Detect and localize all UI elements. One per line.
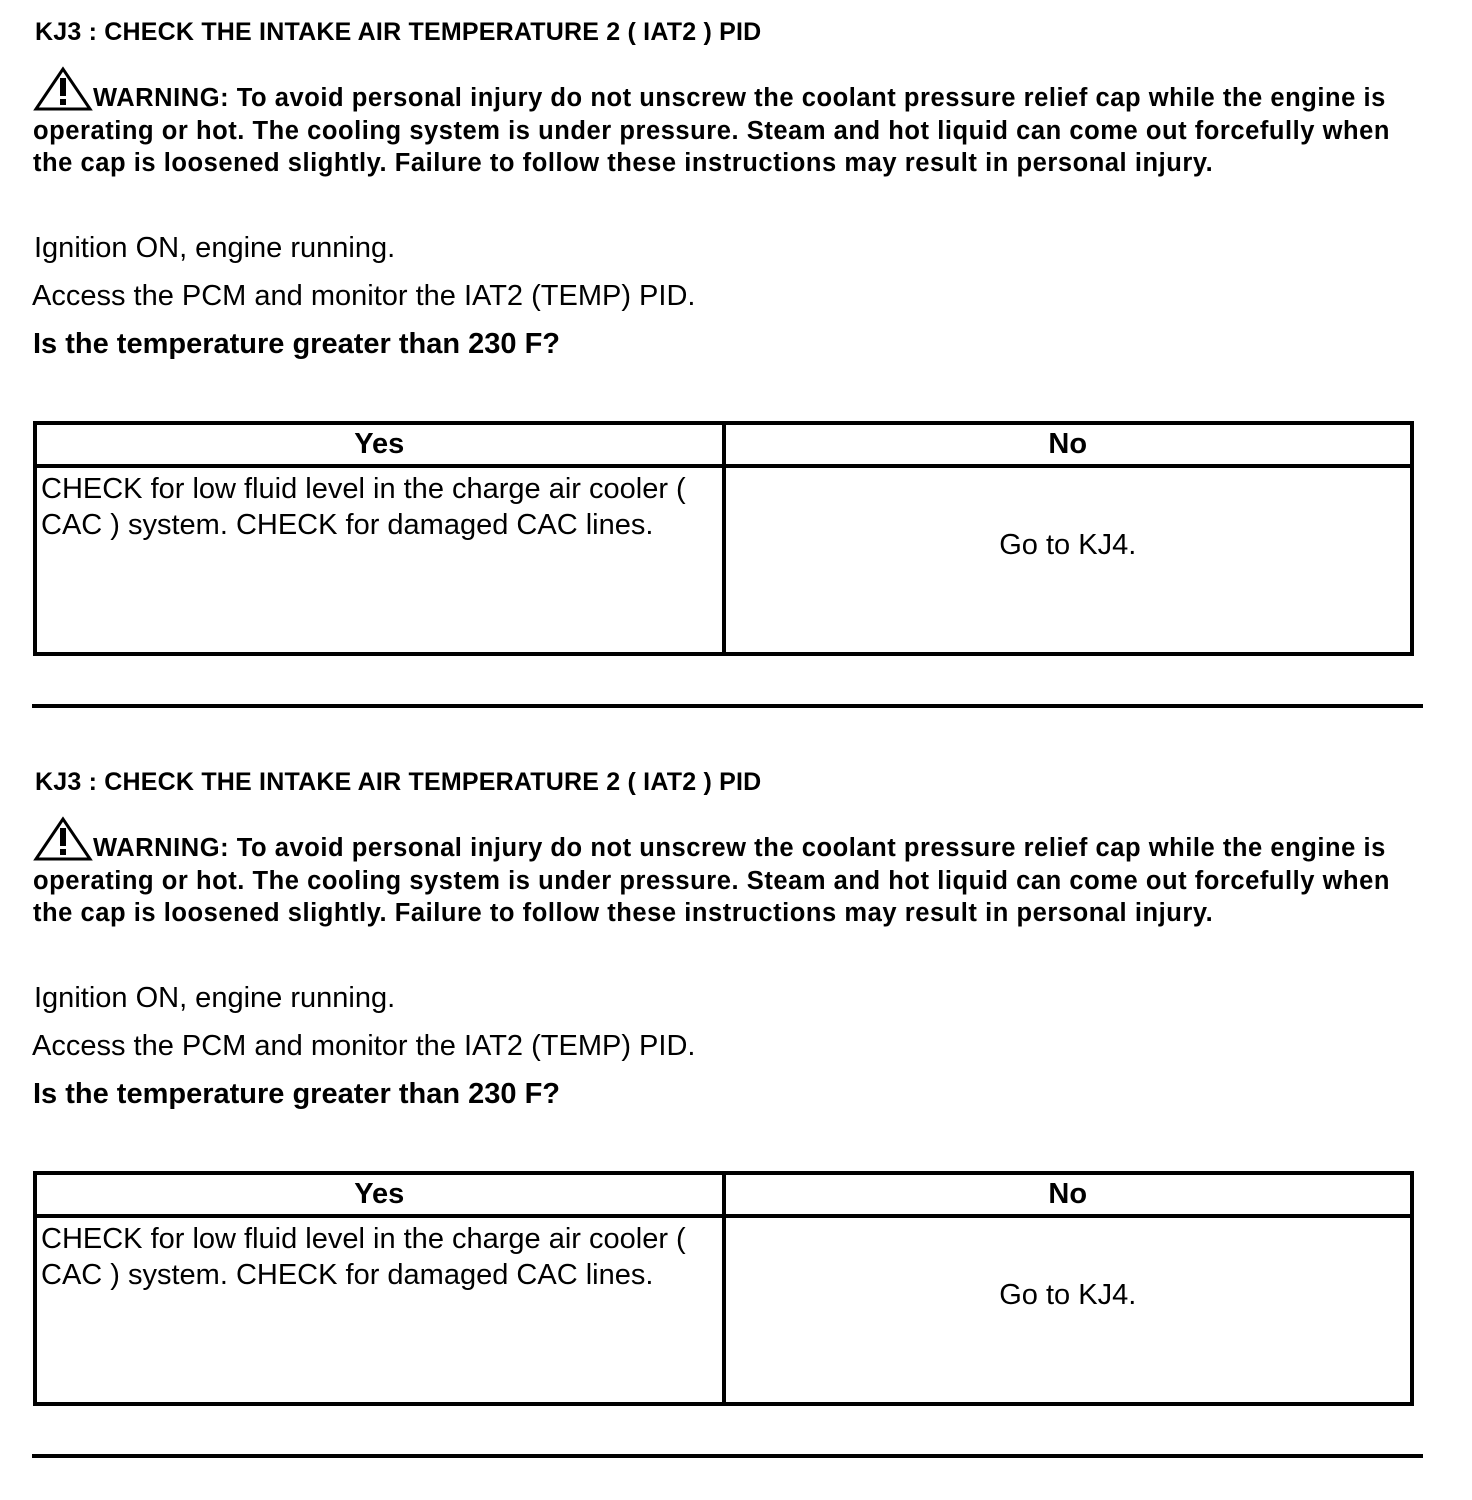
- no-header: No: [724, 1173, 1413, 1216]
- step-question: Is the temperature greater than 230 F?: [33, 328, 560, 360]
- no-action: Go to KJ4.: [724, 1216, 1413, 1404]
- step-instruction-ignition: Ignition ON, engine running.: [34, 982, 396, 1014]
- yes-action: CHECK for low fluid level in the charge air cooler ( CAC ) system. CHECK for damaged CAC lines.: [35, 1216, 724, 1404]
- step-instruction-monitor: Access the PCM and monitor the IAT2 (TEMP) PID.: [32, 280, 696, 312]
- section-divider: [32, 704, 1423, 708]
- step-question: Is the temperature greater than 230 F?: [33, 1078, 560, 1110]
- warning-triangle-icon: [33, 66, 93, 112]
- step-title: KJ3 : CHECK THE INTAKE AIR TEMPERATURE 2 ( IAT2 ) PID: [35, 18, 762, 46]
- step-title: KJ3 : CHECK THE INTAKE AIR TEMPERATURE 2 ( IAT2 ) PID: [35, 768, 762, 796]
- warning-text: WARNING: To avoid personal injury do not unscrew the coolant pressure relief cap while the engine is operating or hot. The cooling system is under pressure. Steam and hot liquid can come out forcefully when the cap is loosened slightly. Failure to follow these instructions may result in personal injury.: [33, 834, 1391, 927]
- warning-triangle-icon: [33, 816, 93, 862]
- warning-block: [33, 66, 1413, 180]
- yes-header: Yes: [35, 423, 724, 466]
- yes-header: Yes: [35, 1173, 724, 1216]
- warning-block: [33, 816, 1413, 930]
- warning-text: WARNING: To avoid personal injury do not unscrew the coolant pressure relief cap while the engine is operating or hot. The cooling system is under pressure. Steam and hot liquid can come out forcefully when the cap is loosened slightly. Failure to follow these instructions may result in personal injury.: [33, 84, 1391, 177]
- step-instruction-ignition: Ignition ON, engine running.: [34, 232, 396, 264]
- step-instruction-monitor: Access the PCM and monitor the IAT2 (TEMP) PID.: [32, 1030, 696, 1062]
- yes-action: CHECK for low fluid level in the charge air cooler ( CAC ) system. CHECK for damaged CAC lines.: [35, 466, 724, 654]
- no-header: No: [724, 423, 1413, 466]
- procedure-section-2: [0, 750, 1472, 1500]
- yes-no-table: [33, 1171, 1414, 1406]
- section-divider: [32, 1454, 1423, 1458]
- no-action: Go to KJ4.: [724, 466, 1413, 654]
- yes-no-table: [33, 421, 1414, 656]
